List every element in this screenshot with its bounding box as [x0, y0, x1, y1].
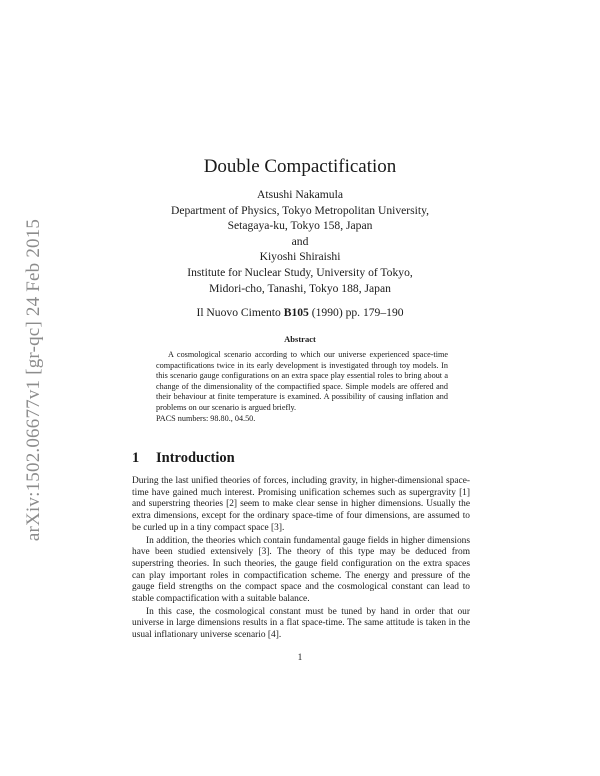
author-address: Setagaya-ku, Tokyo 158, Japan — [227, 219, 373, 233]
journal-name: Il Nuovo Cimento — [196, 306, 281, 320]
page-number: 1 — [297, 653, 303, 663]
abstract-body — [156, 350, 448, 424]
section-number: 1 — [132, 450, 140, 466]
journal-reference — [0, 305, 600, 321]
author-separator: and — [291, 234, 309, 248]
journal-year-pages: (1990) pp. 179–190 — [311, 306, 404, 320]
abstract-text: A cosmological scenario according to which our universe experienced space-time compactifications twice in its early development is investigated through toy models. In this scenario gauge configurations on an extra space play essential roles to bring about a change of the dimensionality of the compactified space. Simple models are offered and their behaviour at finite temperature is examined. A possibility of causing inflation and problems on our scenario is argued briefly. — [156, 350, 448, 412]
author-name: Kiyoshi Shiraishi — [259, 250, 341, 264]
body-paragraph: In addition, the theories which contain fundamental gauge fields in higher dimensions have been studied extensively [3]. The theory of this type may be deduced from superstring theories. In such theories, the gauge field configuration on the extra spaces can play important roles in compactification scheme. The energy and pressure of the gauge field strengths on the compact space and the cosmological constant can lead to stable compactification with a suitable balance. — [132, 535, 470, 605]
author-name: Atsushi Nakamula — [257, 188, 343, 201]
body-paragraph: In this case, the cosmological constant must be tuned by hand in order that our universe in large dimensions results in a flat space-time. The same attitude is taken in the usual inflationary universe scenario [4]. — [132, 606, 470, 641]
abstract-heading: Abstract — [284, 334, 316, 344]
body-paragraph: During the last unified theories of forces, including gravity, in higher-dimensional space-time have gained much interest. Promising unification schemes such as supergravity [1] and superstring theories [2] seem to make clear sense in higher dimensions. Usually the extra dimensions, except for the ordinary space-time of four dimensions, are assumed to be curled up in a tiny compact space [3]. — [132, 476, 470, 533]
author-address: Midori-cho, Tanashi, Tokyo 188, Japan — [209, 281, 391, 295]
author-block — [0, 187, 600, 321]
paper-title: Double Compactification — [203, 156, 397, 177]
arxiv-stamp-text: arXiv:1502.06677v1 [gr-qc] 24 Feb 2015 — [23, 218, 44, 542]
pacs-numbers: PACS numbers: 98.80., 04.50. — [156, 413, 256, 423]
journal-volume: B105 — [283, 306, 309, 320]
author-affiliation: Department of Physics, Tokyo Metropolitan University, — [170, 203, 430, 217]
section-title: Introduction — [156, 450, 235, 466]
section-body — [132, 476, 470, 642]
author-affiliation: Institute for Nuclear Study, University of Tokyo, — [187, 265, 413, 279]
section-heading — [132, 450, 235, 467]
